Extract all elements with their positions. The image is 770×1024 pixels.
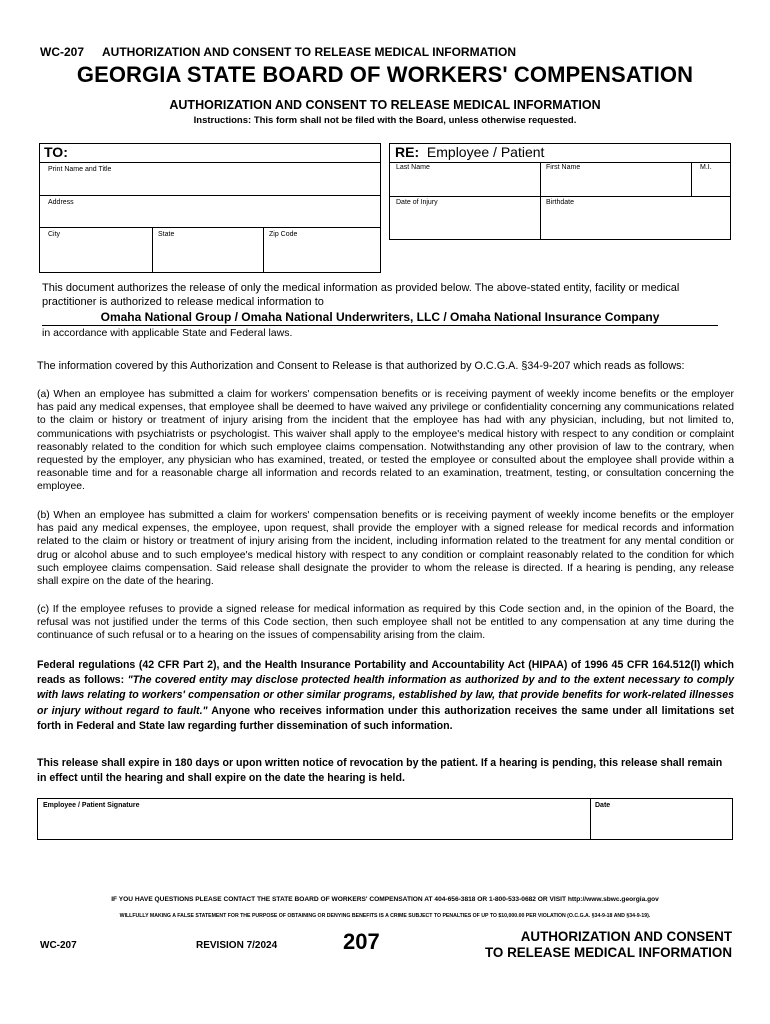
federal-quote: "The covered entity may disclose protected health information as authorized by and to the extent necessary to comply with laws relating to workers' compensation or other similar programs, established by law, that provide benefits for work-related illnesses or injury without regard to fault."	[37, 674, 734, 717]
form-header-line	[40, 45, 516, 59]
covered-info-text: The information covered by this Authorization and Consent to Release is that authorized by O.C.G.A. §34-9-207 which reads as follows:	[37, 360, 685, 372]
expiration-notice: This release shall expire in 180 days or upon written notice of revocation by the patient. If a hearing is pending, this release shall remain in effect until the hearing and shall expire on the date the hearing is held.	[37, 757, 723, 784]
instructions	[0, 115, 770, 126]
authorization-intro: This document authorizes the release of only the medical information as provided below. The above-stated entity, facility or medical practitioner is authorized to release medical information to	[42, 282, 680, 308]
accordance-text: in accordance with applicable State and Federal laws.	[42, 327, 293, 339]
signature-section	[37, 798, 733, 840]
address-label: Address	[48, 199, 74, 206]
contact-info: IF YOU HAVE QUESTIONS PLEASE CONTACT THE STATE BOARD OF WORKERS' COMPENSATION AT 404-656-3818 OR 1-800-533-0682 OR VISIT http://www.sbwc.georgia.gov	[111, 896, 659, 903]
page-title: GEORGIA STATE BOARD OF WORKERS' COMPENSATION	[76, 62, 694, 87]
birthdate-label: Birthdate	[546, 199, 575, 206]
code-section-b: (b) When an employee has submitted a claim for workers' compensation benefits or is receiving payment of weekly income benefits or the employer has paid any medical expenses, the employee, upon request, shall provide the employer with a signed release for medical records and information related to the claim or history or treatment of injury arising from the incident, including information related to the treatment for any mental condition or drug or alcohol abuse and to such employee's medical history with respect to any condition or complaint reasonably related to the condition for which such employee claims compensation. Said release shall designate the provider to whom the release is directed. If a hearing is pending, any release shall expire on the date of the hearing.	[37, 510, 734, 588]
divider	[390, 196, 730, 197]
to-heading: TO:	[44, 144, 68, 160]
re-section	[389, 143, 731, 240]
divider	[40, 227, 380, 228]
code-section-a: (a) When an employee has submitted a claim for workers' compensation benefits or is receiving payment of weekly income benefits or the employer has paid any medical expenses, that employee shall be deemed to have waived any privilege or confidentiality concerning any communications related to the claim or history or treatment of injury arising from the incident that the employee has had with any physician, including, but not limited to, communications with psychiatrists or psychologist. This waiver shall apply to the employee's medical history with respect to any condition or complaint reasonably related to the condition for which such employee claims compensation. Notwithstanding any other provision of law to the contrary, when requested by the employer, any physician who has examined, treated, or tested the employee or consulted about the employee shall provide within a reasonable time and for a reasonable charge all information and records related to an examination, treatment, testing, or consultation concerning the employee.	[37, 389, 734, 493]
footer-form-code: WC-207	[40, 940, 77, 951]
first-name-field[interactable]	[546, 164, 580, 171]
address-field[interactable]	[48, 199, 74, 206]
divider	[40, 162, 380, 163]
last-name-label: Last Name	[396, 164, 430, 171]
re-heading	[395, 144, 544, 160]
state-field[interactable]	[158, 231, 174, 238]
to-section	[39, 143, 381, 273]
last-name-field[interactable]	[396, 164, 430, 171]
divider	[40, 195, 380, 196]
footer-title-line1: AUTHORIZATION AND CONSENT	[520, 929, 732, 944]
date-label: Date	[595, 802, 611, 809]
print-name-field[interactable]	[48, 166, 111, 173]
federal-tail: Anyone who receives information under this authorization receives the same under all limitations set forth in Federal and State law regarding further dissemination of such information.	[37, 704, 734, 732]
re-text: Employee / Patient	[426, 144, 545, 160]
date-of-injury-field[interactable]	[396, 199, 438, 206]
print-name-label: Print Name and Title	[48, 166, 112, 173]
federal-regulations	[37, 658, 734, 734]
divider	[152, 227, 153, 272]
zip-field[interactable]	[269, 231, 297, 238]
mi-label: M.I.	[700, 164, 712, 171]
footer-title	[440, 929, 732, 960]
footer-form-number: 207	[343, 929, 380, 954]
divider	[590, 799, 591, 839]
state-label: State	[158, 231, 175, 238]
divider	[691, 162, 692, 196]
recipient-name: Omaha National Group / Omaha National Underwriters, LLC / Omaha National Insurance Company	[42, 310, 718, 326]
form-name: AUTHORIZATION AND CONSENT TO RELEASE MEDICAL INFORMATION	[102, 45, 517, 59]
birthdate-field[interactable]	[546, 199, 574, 206]
re-label: RE:	[395, 144, 420, 160]
footer-revision: REVISION 7/2024	[196, 940, 278, 951]
divider	[540, 162, 541, 239]
code-section-c: (c) If the employee refuses to provide a signed release for medical information as required by this Code section and, in the opinion of the Board, the refusal was not justified under the terms of this Code section, then such employee shall not be entitled to any compensation at any time during the continuance of such refusal or to a hearing on the issues of compensability arising from the claim.	[37, 604, 734, 642]
first-name-label: First Name	[546, 164, 581, 171]
federal-lead: Federal regulations (42 CFR Part 2), and the Health Insurance Portability and Accountability Act (HIPAA) of 1996 45 CFR 164.512(l) which reads as follows:	[37, 659, 734, 687]
mi-field[interactable]	[700, 164, 712, 171]
footer-title-line2: TO RELEASE MEDICAL INFORMATION	[485, 944, 732, 960]
divider	[263, 227, 264, 272]
zip-label: Zip Code	[269, 231, 298, 238]
form-code: WC-207	[40, 45, 85, 59]
instructions-label: Instructions:	[193, 115, 252, 126]
instructions-text: This form shall not be filed with the Board, unless otherwise requested.	[253, 115, 577, 126]
city-label: City	[48, 231, 61, 238]
divider	[390, 162, 730, 163]
form-subtitle: AUTHORIZATION AND CONSENT TO RELEASE MEDICAL INFORMATION	[169, 98, 601, 112]
penalty-notice: WILLFULLY MAKING A FALSE STATEMENT FOR THE PURPOSE OF OBTAINING OR DENYING BENEFITS IS A CRIME SUBJECT TO PENALTIES OF UP TO $10,000.00 PER VIOLATION (O.C.G.A. §34-9-18 AND §34-9-19).	[119, 913, 651, 919]
date-field[interactable]	[595, 802, 610, 809]
city-field[interactable]	[48, 231, 60, 238]
date-of-injury-label: Date of Injury	[396, 199, 438, 206]
signature-field[interactable]	[43, 802, 139, 809]
signature-label: Employee / Patient Signature	[43, 802, 140, 809]
